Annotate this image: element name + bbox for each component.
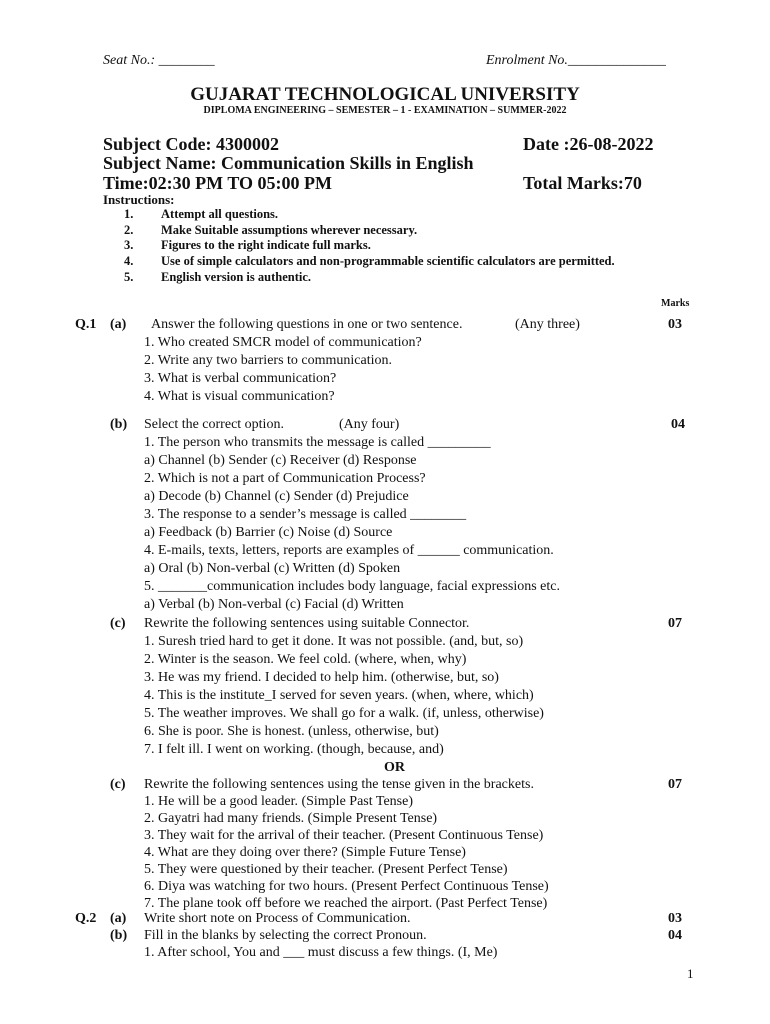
question-prompt: Fill in the blanks by selecting the correct Pronoun. (144, 928, 427, 943)
or-separator: OR (384, 760, 405, 775)
instruction-text: Use of simple calculators and non-programmable scientific calculators are permitted. (161, 254, 615, 268)
subquestion-label: (c) (110, 616, 126, 631)
question-line: a) Feedback (b) Barrier (c) Noise (d) Source (144, 525, 393, 540)
question-choice: (Any four) (339, 417, 400, 432)
question-marks: 07 (668, 616, 682, 631)
instruction-number: 1. (124, 207, 134, 221)
question-line: 4. This is the institute_I served for seven years. (when, where, which) (144, 688, 534, 703)
question-prompt: Write short note on Process of Communication. (144, 911, 411, 926)
question-choice: (Any three) (515, 317, 580, 332)
university-title: GUJARAT TECHNOLOGICAL UNIVERSITY (190, 84, 580, 105)
question-prompt: Answer the following questions in one or two sentence. (151, 317, 463, 332)
question-marks: 07 (668, 777, 682, 792)
question-line: 7. I felt ill. I went on working. (though, because, and) (144, 742, 444, 757)
question-line: 5. They were questioned by their teacher. (Present Perfect Tense) (144, 862, 508, 877)
question-line: a) Decode (b) Channel (c) Sender (d) Prejudice (144, 489, 409, 504)
seat-no: Seat No.: ________ (103, 53, 215, 68)
subquestion-label: (b) (110, 417, 128, 432)
question-line: 2. Write any two barriers to communication. (144, 353, 393, 368)
enrolment-no: Enrolment No.______________ (486, 53, 666, 68)
instruction-number: 2. (124, 223, 134, 237)
subquestion-label: (c) (110, 777, 126, 792)
question-line: a) Verbal (b) Non-verbal (c) Facial (d) Written (144, 597, 404, 612)
question-prompt: Select the correct option. (144, 417, 284, 432)
page-number: 1 (687, 966, 694, 981)
instruction-text: English version is authentic. (161, 270, 312, 284)
question-prompt: Rewrite the following sentences using suitable Connector. (144, 616, 470, 631)
exam-title: DIPLOMA ENGINEERING – SEMESTER – 1 - EXAMINATION – SUMMER-2022 (203, 105, 567, 116)
total-marks: Total Marks:70 (523, 173, 642, 193)
exam-date: Date :26-08-2022 (523, 134, 654, 154)
subquestion-label: (a) (110, 317, 127, 332)
question-prompt: Rewrite the following sentences using the tense given in the brackets. (144, 777, 534, 792)
subquestion-label: (a) (110, 911, 127, 926)
question-marks: 04 (671, 417, 685, 432)
question-marks: 03 (668, 911, 682, 926)
instruction-text: Make Suitable assumptions wherever necessary. (161, 223, 418, 237)
question-line: 5. The weather improves. We shall go for a walk. (if, unless, otherwise) (144, 706, 544, 721)
question-line: 1. Who created SMCR model of communication? (144, 335, 422, 350)
question-line: 1. He will be a good leader. (Simple Past Tense) (144, 794, 413, 809)
instruction-text: Figures to the right indicate full marks. (161, 238, 371, 252)
question-line: 3. They wait for the arrival of their teacher. (Present Continuous Tense) (144, 828, 544, 843)
question-line: 1. The person who transmits the message is called _________ (144, 435, 491, 450)
question-number: Q.1 (75, 317, 97, 332)
question-line: 2. Winter is the season. We feel cold. (where, when, why) (144, 652, 467, 667)
question-line: 2. Which is not a part of Communication Process? (144, 471, 426, 486)
question-line: 3. He was my friend. I decided to help him. (otherwise, but, so) (144, 670, 499, 685)
subquestion-label: (b) (110, 928, 128, 943)
question-line: 4. What is visual communication? (144, 389, 335, 404)
question-line: 4. What are they doing over there? (Simple Future Tense) (144, 845, 466, 860)
question-line: 3. What is verbal communication? (144, 371, 337, 386)
question-line: 1. After school, You and ___ must discuss a few things. (I, Me) (144, 945, 498, 960)
question-line: a) Channel (b) Sender (c) Receiver (d) Response (144, 453, 417, 468)
instruction-text: Attempt all questions. (161, 207, 279, 221)
instruction-number: 3. (124, 238, 134, 252)
subject-name: Subject Name: Communication Skills in English (103, 153, 474, 173)
question-marks: 03 (668, 317, 682, 332)
instructions-heading: Instructions: (103, 192, 175, 207)
question-line: 6. Diya was watching for two hours. (Present Perfect Continuous Tense) (144, 879, 549, 894)
marks-column-label: Marks (661, 298, 690, 309)
question-line: 1. Suresh tried hard to get it done. It was not possible. (and, but, so) (144, 634, 524, 649)
question-line: 5. _______communication includes body language, facial expressions etc. (144, 579, 561, 594)
subject-code: Subject Code: 4300002 (103, 134, 279, 154)
question-number: Q.2 (75, 911, 97, 926)
question-line: 3. The response to a sender’s message is called ________ (144, 507, 467, 522)
question-line: a) Oral (b) Non-verbal (c) Written (d) Spoken (144, 561, 401, 576)
instruction-number: 5. (124, 270, 134, 284)
question-line: 7. The plane took off before we reached the airport. (Past Perfect Tense) (144, 896, 548, 911)
exam-time: Time:02:30 PM TO 05:00 PM (103, 173, 332, 193)
instruction-number: 4. (124, 254, 134, 268)
question-marks: 04 (668, 928, 682, 943)
question-line: 2. Gayatri had many friends. (Simple Present Tense) (144, 811, 438, 826)
question-line: 4. E-mails, texts, letters, reports are examples of ______ communication. (144, 543, 554, 558)
question-line: 6. She is poor. She is honest. (unless, otherwise, but) (144, 724, 439, 739)
